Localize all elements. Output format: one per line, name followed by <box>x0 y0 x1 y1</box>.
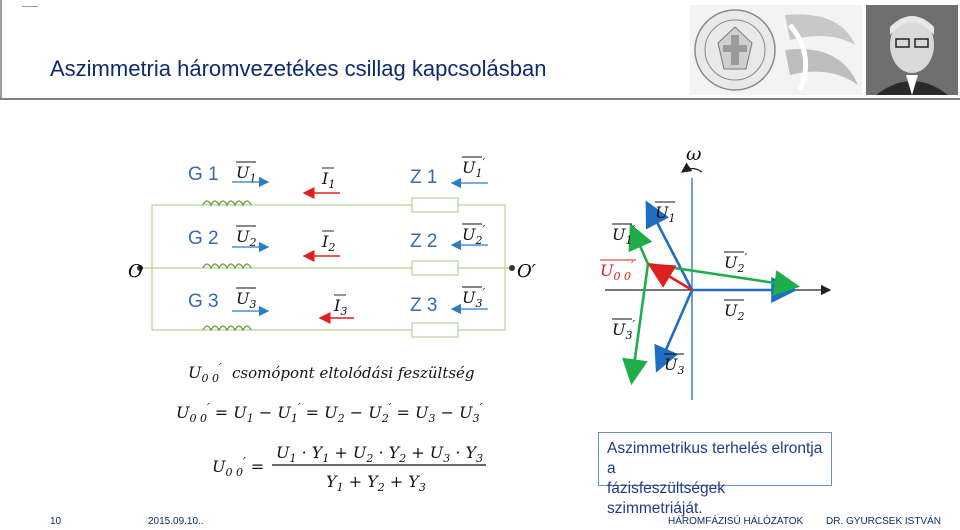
omega-label: ω <box>686 143 702 165</box>
footer-date: 2015.09.10.. <box>148 516 204 527</box>
phasor-u3p: $U_3'$ <box>612 318 636 342</box>
equations <box>176 361 483 494</box>
load-voltage-u3p: $U_3'$ <box>462 286 486 310</box>
node-o-prime <box>509 265 515 271</box>
node-o-label: O <box>128 261 143 282</box>
load-label-3: Z 3 <box>410 295 438 316</box>
equation-2-lhs: $U_{0 0}'$ = <box>212 455 265 479</box>
author-portrait <box>866 5 958 95</box>
footer-course: HÁROMFÁZISÚ HÁLÓZATOK <box>668 516 804 527</box>
page-number: 10 <box>50 516 62 527</box>
current-i2: $I_2$ <box>322 232 336 254</box>
generator-label-3: G 3 <box>188 291 219 312</box>
phasor-u1p: $U_1'$ <box>612 223 636 247</box>
u00-caption: csomópont eltolódási feszültség <box>232 364 475 382</box>
current-i3: $I_3$ <box>334 296 348 318</box>
phasor-u00p: $U_{0 0}'$ <box>600 259 634 283</box>
equation-2-numerator: $U_1 \cdot Y_1 + U_2 \cdot Y_2 + U_3 \cdot Y_3$ <box>276 443 484 465</box>
u00-caption-symbol: $U_{0 0}'$ <box>188 361 222 385</box>
load-voltage-u2p: $U_2'$ <box>462 223 486 247</box>
current-arrows <box>304 193 354 318</box>
phasor-u2p: $U_2'$ <box>724 251 748 275</box>
note-line-2: fázisfeszültségek szimmetriáját. <box>607 480 726 517</box>
phasor-u1: $U_1$ <box>655 203 676 225</box>
source-voltage-u2: $U_2$ <box>236 227 257 249</box>
source-voltage-u1: $U_1$ <box>236 163 257 185</box>
load-phasors <box>632 228 795 380</box>
generator-label-1: G 1 <box>188 164 219 185</box>
footer-author: DR. GYURCSEK ISTVÁN <box>826 516 942 527</box>
note-line-1: Aszimmetrikus terhelés elrontja a <box>607 440 823 477</box>
node-o-prime-label: O′ <box>517 261 536 282</box>
source-phasors <box>648 205 792 368</box>
load-label-1: Z 1 <box>410 167 438 188</box>
equation-2-denominator: $Y_1 + Y_2 + Y_3$ <box>326 472 426 494</box>
rotation-arrow-icon <box>682 169 702 173</box>
phasor-u2: $U_2$ <box>724 301 745 323</box>
load-label-2: Z 2 <box>410 231 438 252</box>
slide-footer <box>0 514 960 530</box>
note-box <box>598 432 832 517</box>
header-border <box>0 0 2 100</box>
equation-1: $U_{0 0}' = U_1 - U_1' = U_2 - U_2' = U_3 - U_3'$ <box>176 401 483 425</box>
generator-label-2: G 2 <box>188 228 219 249</box>
slide-title: Aszimmetria háromvezetékes csillag kapcsolásban <box>50 56 547 81</box>
load-boxes <box>412 198 458 337</box>
header-mark <box>22 6 38 7</box>
university-logo-icon <box>690 5 862 95</box>
current-i1: $I_1$ <box>322 169 336 191</box>
source-voltage-u3: $U_3$ <box>236 289 257 311</box>
slide-header <box>0 0 960 100</box>
load-voltage-u1p: $U_1'$ <box>462 156 486 180</box>
phasor-u3: $U_3$ <box>664 355 685 377</box>
